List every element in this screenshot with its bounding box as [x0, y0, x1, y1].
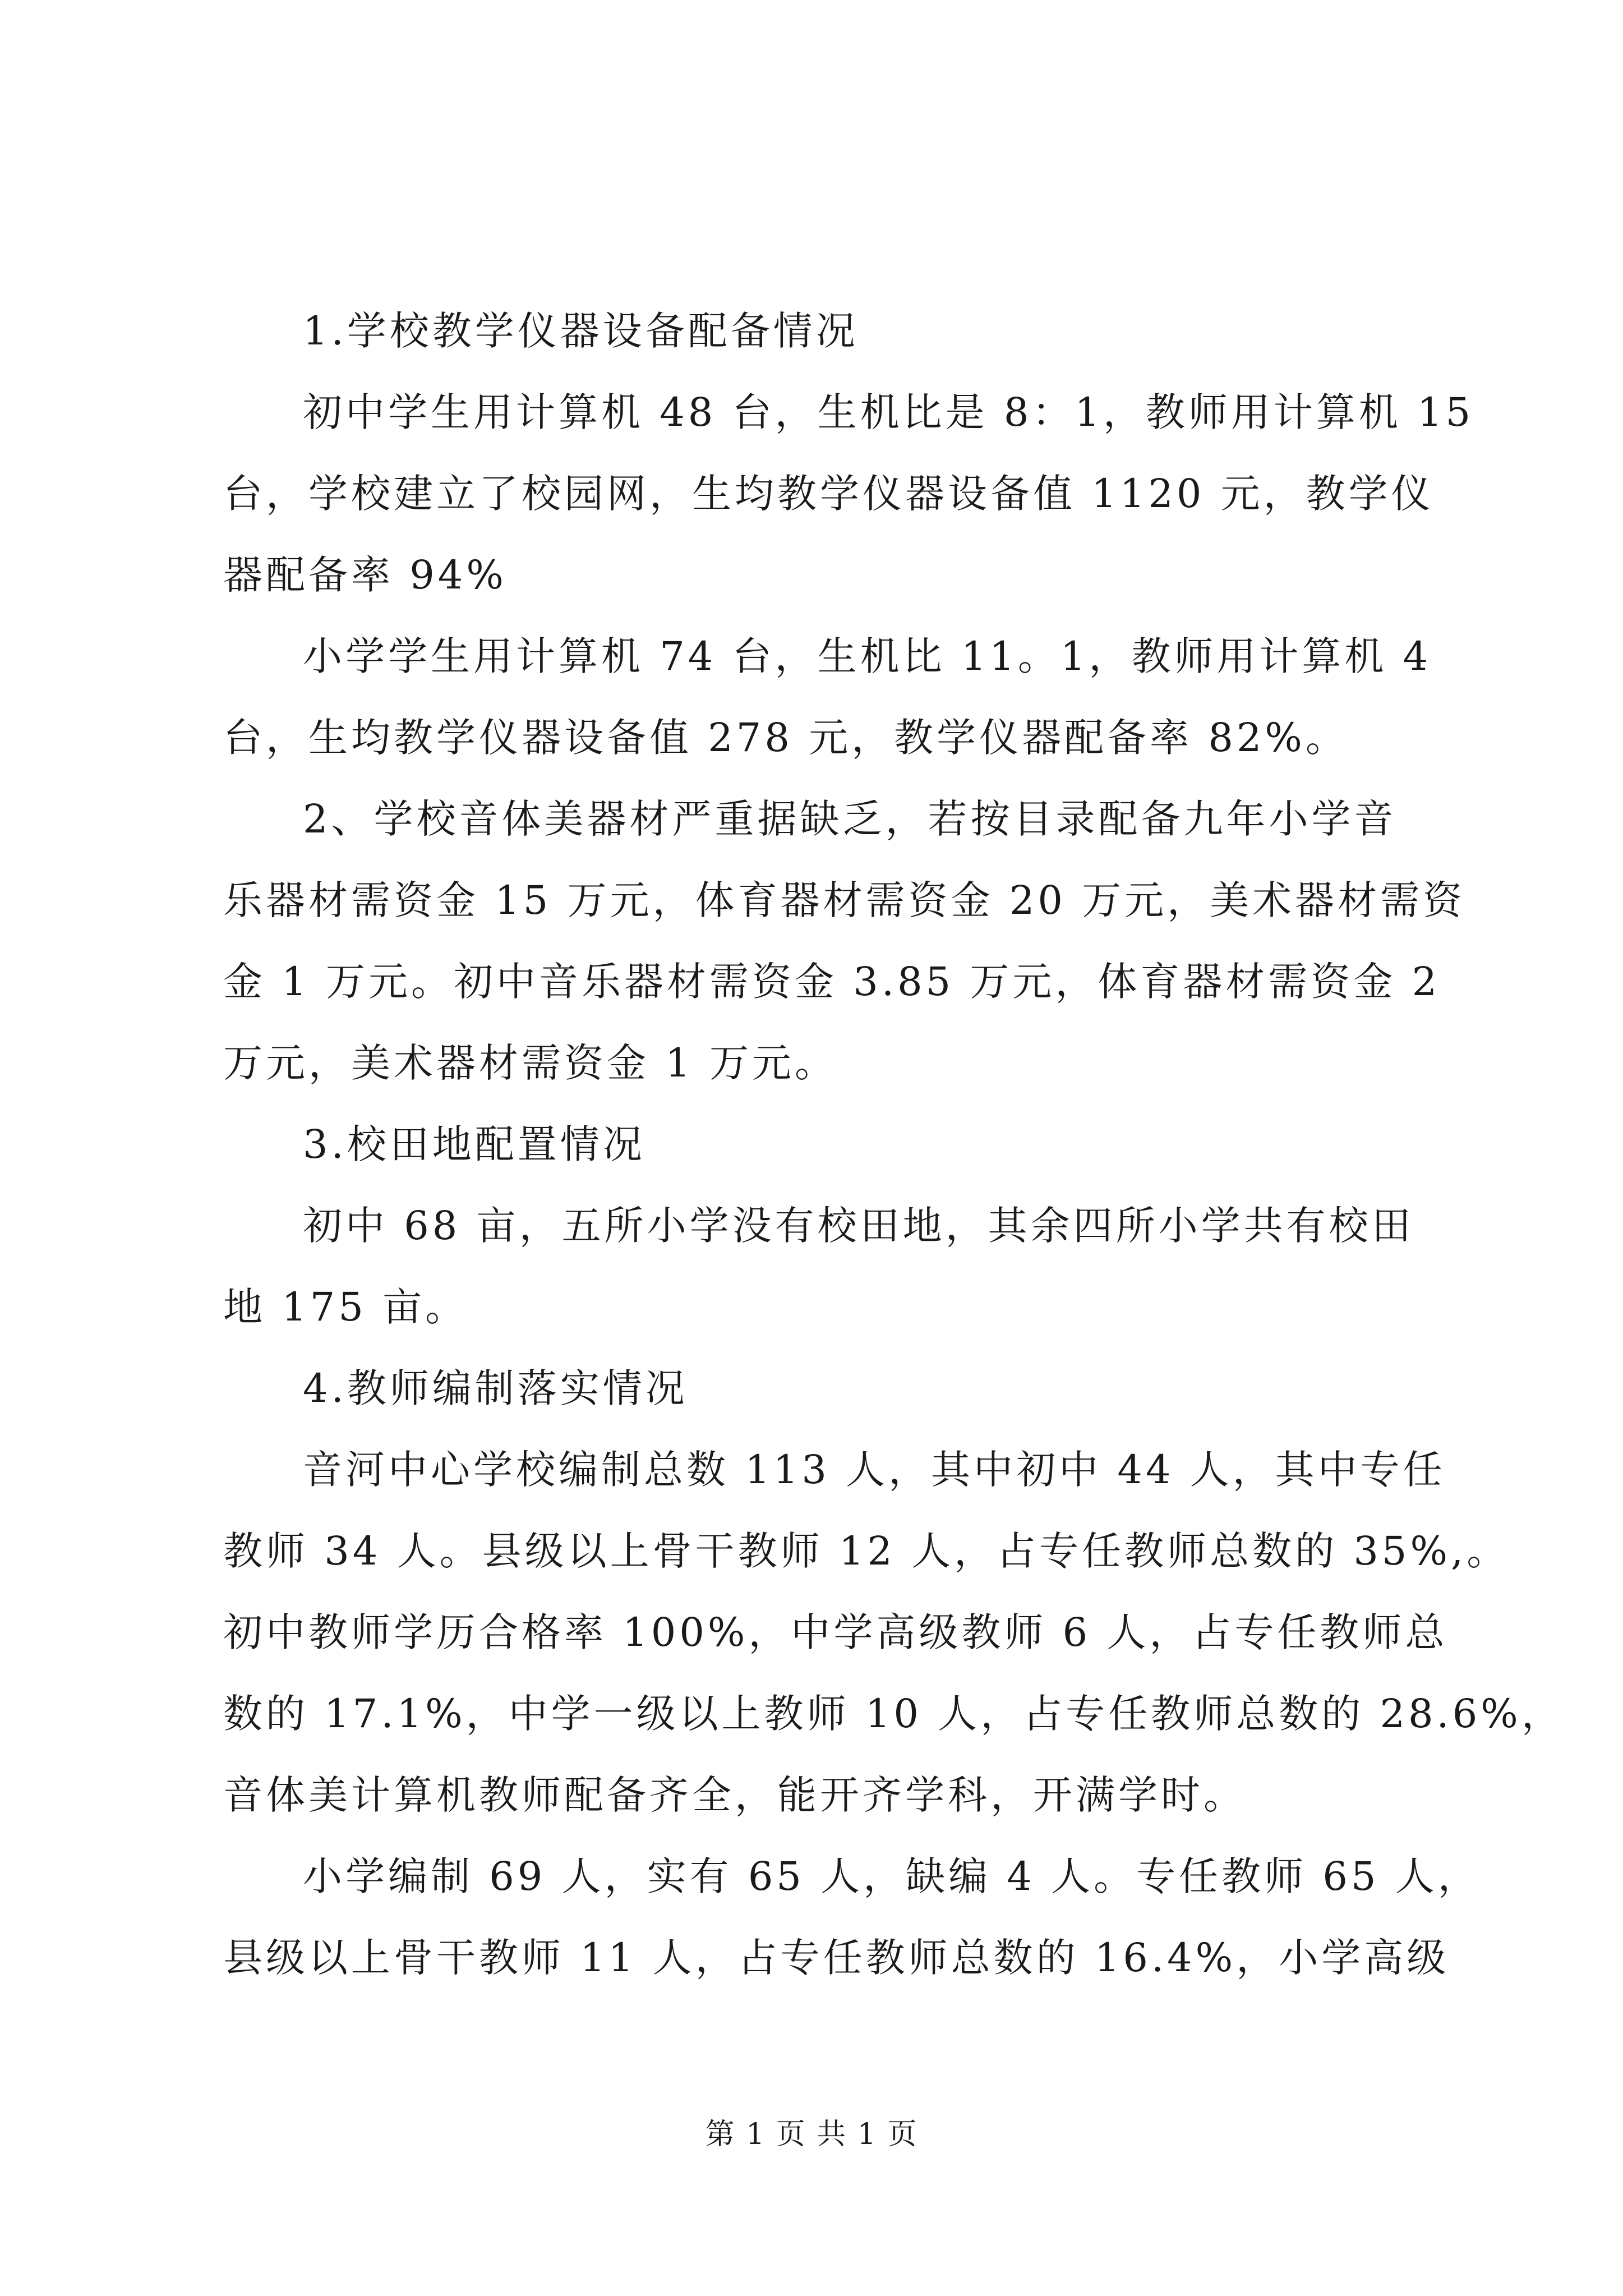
paragraph-line: 初中教师学历合格率 100%，中学高级教师 6 人，占专任教师总	[223, 1609, 1448, 1655]
paragraph-line: 器配备率 94%	[223, 552, 507, 598]
paragraph-line: 数的 17.1%，中学一级以上教师 10 人，占专任教师总数的 28.6%，	[223, 1691, 1564, 1737]
paragraph-line: 小学学生用计算机 74 台，生机比 11。1，教师用计算机 4	[303, 633, 1432, 679]
paragraph-line: 万元，美术器材需资金 1 万元。	[223, 1040, 838, 1086]
paragraph-line: 教师 34 人。县级以上骨干教师 12 人，占专任教师总数的 35%,。	[223, 1528, 1510, 1574]
page-number-footer: 第 1 页 共 1 页	[705, 2118, 918, 2151]
paragraph-line: 地 175 亩。	[223, 1284, 468, 1330]
paragraph-line: 县级以上骨干教师 11 人，占专任教师总数的 16.4%，小学高级	[223, 1935, 1450, 1981]
paragraph-line: 台，生均教学仪器设备值 278 元，教学仪器配备率 82%。	[223, 715, 1348, 761]
heading-equipment: 1.学校教学仪器设备配备情况	[303, 308, 859, 354]
paragraph-line: 2、学校音体美器材严重据缺乏，若按目录配备九年小学音	[303, 796, 1397, 842]
heading-teacher-staffing: 4.教师编制落实情况	[303, 1365, 688, 1411]
paragraph-line: 初中学生用计算机 48 台，生机比是 8：1，教师用计算机 15	[303, 389, 1474, 435]
heading-school-land: 3.校田地配置情况	[303, 1121, 645, 1167]
paragraph-line: 小学编制 69 人，实有 65 人，缺编 4 人。专任教师 65 人，	[303, 1853, 1481, 1899]
paragraph-line: 音体美计算机教师配备齐全，能开齐学科，开满学时。	[223, 1772, 1246, 1818]
paragraph-line: 乐器材需资金 15 万元，体育器材需资金 20 万元，美术器材需资	[223, 877, 1466, 923]
paragraph-line: 台，学校建立了校园网，生均教学仪器设备值 1120 元，教学仪	[223, 471, 1434, 517]
paragraph-line: 音河中心学校编制总数 113 人，其中初中 44 人，其中专任	[303, 1447, 1446, 1493]
paragraph-line: 金 1 万元。初中音乐器材需资金 3.85 万元，体育器材需资金 2	[223, 959, 1441, 1005]
paragraph-line: 初中 68 亩，五所小学没有校田地，其余四所小学共有校田	[303, 1203, 1414, 1249]
